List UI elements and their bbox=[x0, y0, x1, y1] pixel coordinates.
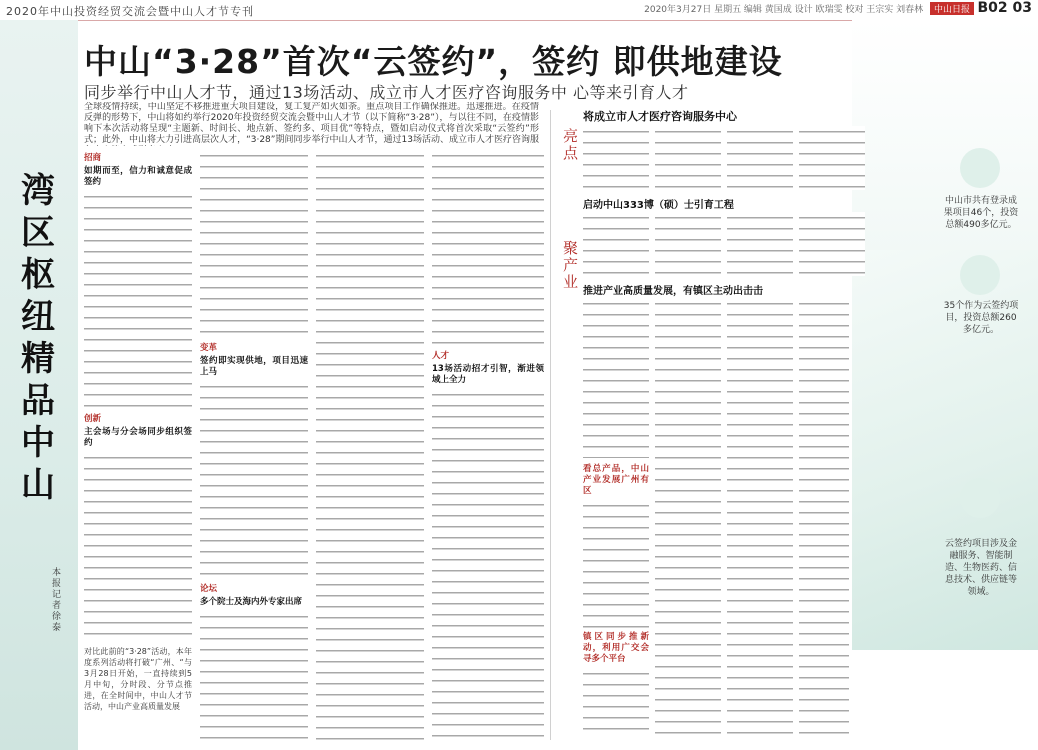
body-text-lines bbox=[432, 150, 544, 348]
side-label-industry: 聚产业 bbox=[563, 239, 579, 291]
right-section-title: 推进产业高质量发展，有镇区主动出击击 bbox=[583, 286, 763, 297]
right-column-a2 bbox=[655, 126, 721, 190]
right-column-c3 bbox=[727, 298, 793, 738]
right-section-title: 将成立市人才医疗咨询服务中心 bbox=[583, 110, 737, 123]
body-text-lines bbox=[583, 212, 649, 276]
body-text-lines bbox=[727, 298, 793, 738]
right-column-b4 bbox=[799, 212, 865, 276]
section-heading: 人才 bbox=[432, 351, 450, 361]
stat-icon bbox=[960, 255, 1000, 295]
right-column-b1 bbox=[583, 212, 649, 276]
section-subheading: 多个院士及海内外专家出席 bbox=[200, 597, 303, 607]
header-meta-text: 2020年3月27日 星期五 编辑 黄国成 设计 欧瑞雯 校对 王宗实 刘春林 bbox=[644, 5, 924, 15]
body-text-lines bbox=[84, 191, 192, 411]
article-column-3 bbox=[316, 150, 424, 742]
main-headline: 中山“3·28”首次“云签约”，签约 即供地建设 bbox=[84, 42, 783, 81]
body-text-lines bbox=[583, 500, 649, 630]
body-text-lines bbox=[799, 298, 849, 738]
section-heading: 变革 bbox=[200, 343, 218, 353]
body-text-lines bbox=[727, 212, 793, 276]
section-subheading: 13场活动招才引智，渐进领域上全力 bbox=[432, 364, 544, 385]
section-heading: 论坛 bbox=[200, 584, 218, 594]
stat-callout-1: 中山市共有登录成果项目46个，投资总额490多亿元。 bbox=[943, 196, 1019, 230]
body-text-lines bbox=[583, 126, 649, 190]
byline: 本报记者 徐泰 bbox=[52, 568, 62, 633]
stat-icon bbox=[960, 148, 1000, 188]
stat-callout-3: 云签约项目涉及金融服务、智能制造、生物医药、信息技术、供应链等领域。 bbox=[944, 539, 1017, 597]
section-heading: 招商 bbox=[84, 153, 102, 163]
body-text-lines bbox=[583, 298, 649, 458]
body-text-lines bbox=[316, 150, 424, 740]
subsection-title: 镇区同步推新动，利用广交会寻多个平台 bbox=[583, 632, 649, 664]
column-tail-text: 对比此前的“3·28”活动，本年度系列活动将打破“广州、“与3月28日开始，一直持续到5月中旬，分时段、分节点推进，在全时间中，中山人才节活动，中山产业高质量发展 bbox=[84, 647, 192, 711]
body-text-lines bbox=[583, 668, 649, 738]
body-text-lines bbox=[799, 126, 865, 190]
body-text-lines bbox=[655, 298, 721, 738]
left-decorative-panel bbox=[0, 20, 78, 750]
right-column-c1 bbox=[583, 298, 649, 458]
header-section-title: 2020年中山投资经贸交流会暨中山人才节专刊 bbox=[6, 5, 254, 18]
section-subheading: 签约即实现供地，项目迅速上马 bbox=[200, 356, 308, 377]
page-header-bar bbox=[0, 0, 1038, 21]
right-column-c1b bbox=[583, 462, 649, 738]
right-column-a4 bbox=[799, 126, 865, 190]
article-column-4 bbox=[432, 150, 544, 742]
right-column-a3 bbox=[727, 126, 793, 190]
body-text-lines bbox=[432, 389, 544, 742]
right-section-title: 启动中山333博（硕）士引育工程 bbox=[583, 200, 734, 211]
page-number: B02 03 bbox=[977, 0, 1032, 16]
section-subheading: 主会场与分会场同步组织签约 bbox=[84, 427, 192, 448]
right-column-c4 bbox=[799, 298, 849, 738]
article-column-2 bbox=[200, 150, 308, 742]
lead-paragraph: 全球疫情持续，中山坚定不移推进重大项目建设，复工复产如火如荼。重点项目工作确保推进。迅速推进。在疫情反弹的形势下，中山将如约举行2020年投资经贸交流会暨中山人才节（以下简称“3·28”），与以往不同，在疫情影响下本次活动将呈现“主题新、时间长、地点新、签约多、项目优”等特点，暨如启动仪式将首次采取“云签约”形式；此外，中山将大力引进高层次人才，“3·28”期间同步举行中山人才节，通过13场活动、成立市人才医疗咨询服 bbox=[84, 102, 539, 145]
body-text-lines bbox=[655, 212, 721, 276]
subsection-title: 看总产品，中山产业发展广州有区 bbox=[583, 464, 649, 496]
body-text-lines bbox=[727, 126, 793, 190]
right-column-b3 bbox=[727, 212, 793, 276]
body-text-lines bbox=[200, 381, 308, 581]
column-divider bbox=[550, 110, 551, 740]
stat-icon bbox=[960, 478, 1000, 518]
body-text-lines bbox=[799, 212, 865, 276]
body-text-lines bbox=[655, 126, 721, 190]
section-subheading: 如期而至，信力和诚意促成签约 bbox=[84, 166, 192, 187]
right-column-a1 bbox=[583, 126, 649, 190]
body-text-lines bbox=[84, 452, 192, 642]
vertical-slogan: 湾区枢纽 精品中山 bbox=[21, 171, 55, 505]
header-tag: 中山日报 bbox=[930, 2, 974, 15]
body-text-lines bbox=[200, 611, 308, 742]
stat-callout-2: 35个作为云签约项目，投资总额260多亿元。 bbox=[943, 301, 1019, 335]
article-column-1 bbox=[84, 150, 192, 742]
body-text-lines bbox=[200, 150, 308, 340]
right-column-b2 bbox=[655, 212, 721, 276]
header-meta bbox=[644, 2, 978, 15]
sub-headline: 同步举行中山人才节，通过13场活动、成立市人才医疗咨询服务中 心等来引育人才 bbox=[84, 83, 689, 102]
right-column-c2 bbox=[655, 298, 721, 738]
side-label-highlight: 亮点 bbox=[563, 127, 579, 162]
section-heading: 创新 bbox=[84, 414, 102, 424]
